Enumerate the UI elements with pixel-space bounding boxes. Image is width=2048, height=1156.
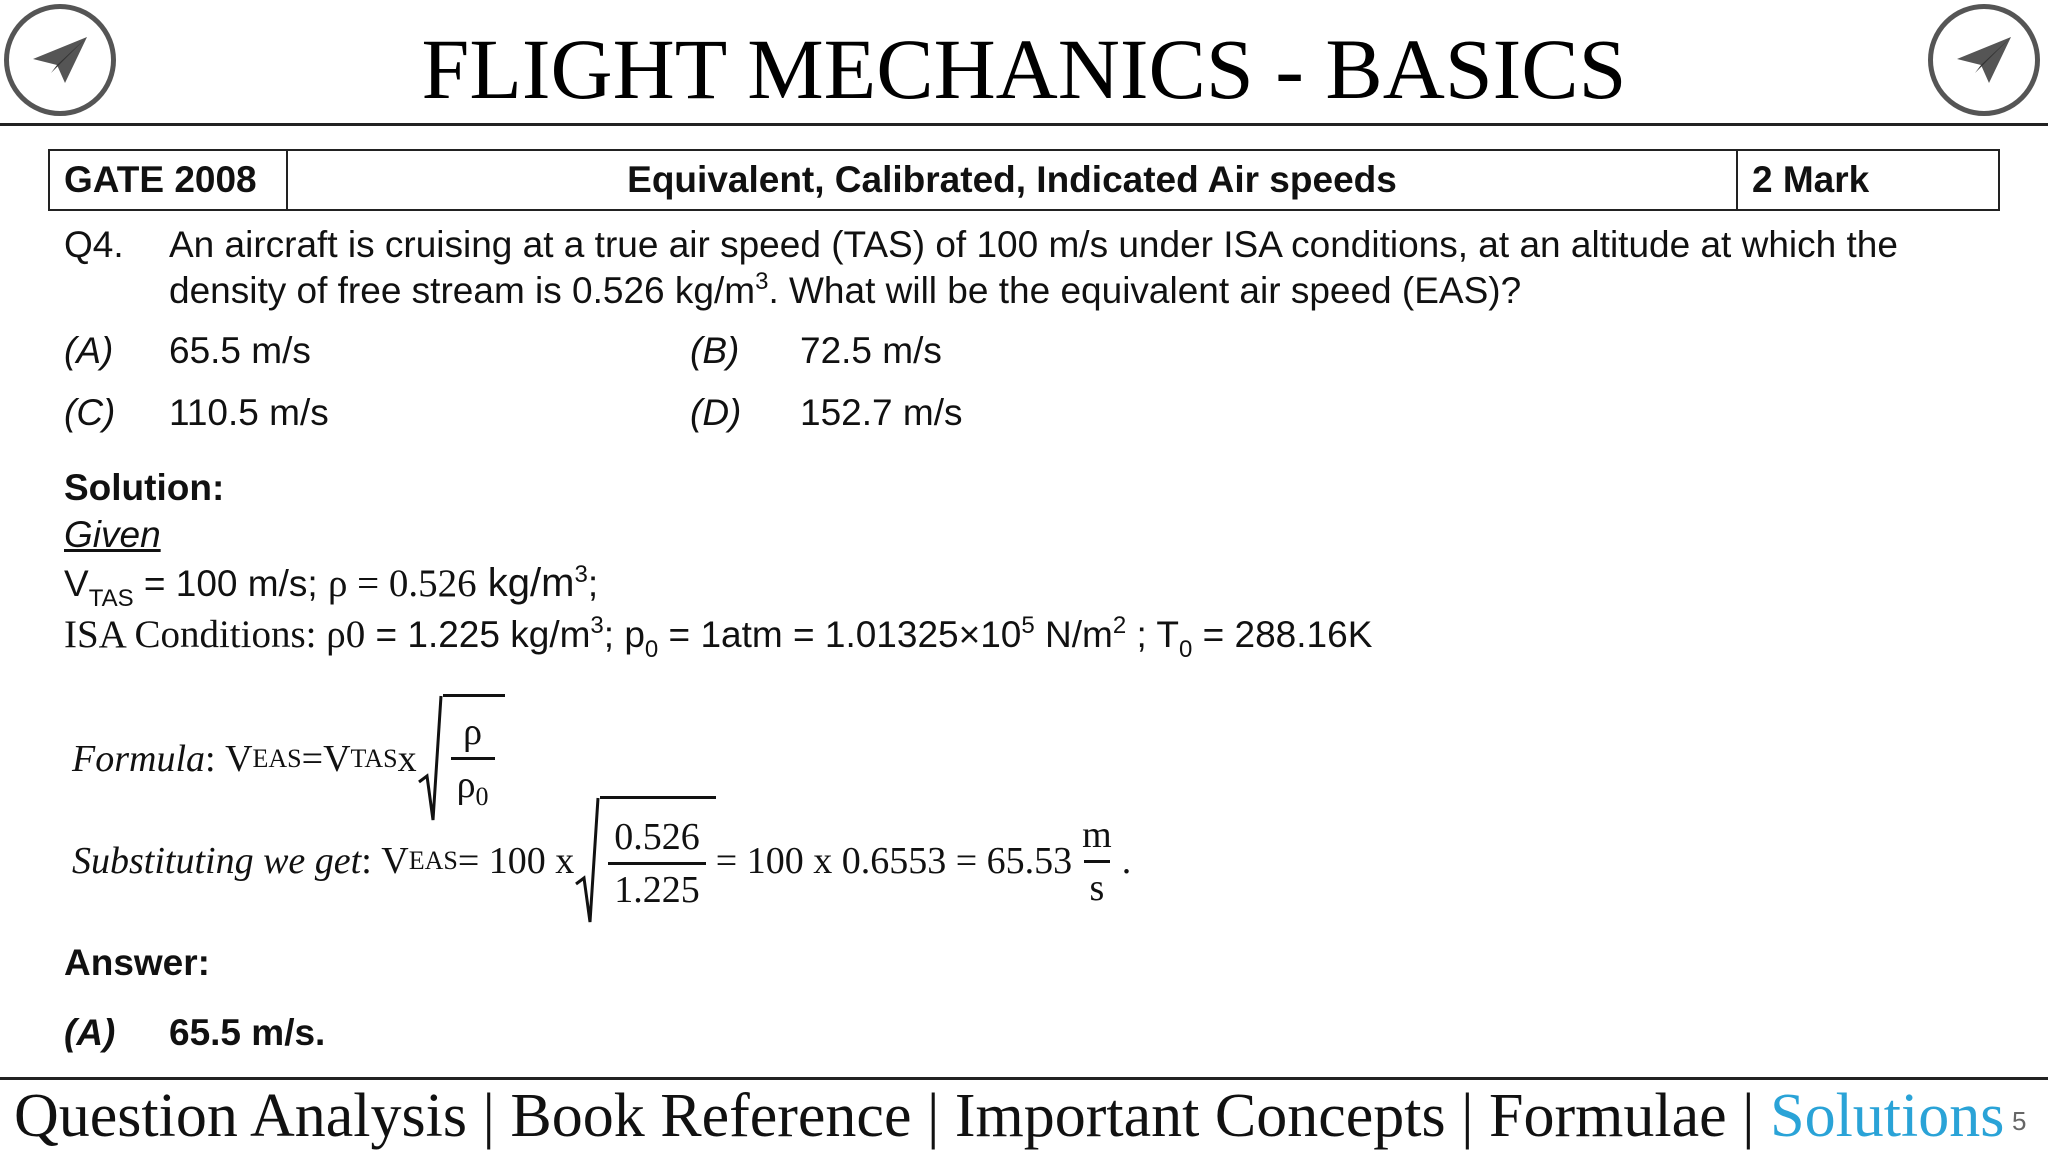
solution-heading: Solution: xyxy=(64,467,225,508)
option-b-label: (B) xyxy=(690,330,740,371)
nav-formulae[interactable]: Formulae xyxy=(1489,1082,1727,1150)
option-b-value: 72.5 m/s xyxy=(800,330,942,371)
logo-right xyxy=(1928,4,2040,116)
nav-important-concepts[interactable]: Important Concepts xyxy=(954,1082,1446,1150)
question-info-table xyxy=(48,149,2000,211)
nav-solutions[interactable]: Solutions xyxy=(1770,1082,2005,1150)
header-divider xyxy=(0,123,2048,126)
option-c-label: (C) xyxy=(64,392,116,433)
question-text-line1: An aircraft is cruising at a true air speed (TAS) of 100 m/s under ISA conditions, at an altitude at which the xyxy=(169,224,1898,265)
substitution-denominator: 1.225 xyxy=(608,862,706,909)
footer-nav: Question Analysis | Book Reference | Important Concepts | Formulae | Solutions xyxy=(14,1082,2005,1150)
unit-numerator: m xyxy=(1082,813,1112,856)
question-text-line2: density of free stream is 0.526 $kg/m^3$. What will be the equivalent air speed (EAS)? xyxy=(169,268,1522,311)
marks: 2 Mark xyxy=(1752,159,1870,200)
substitution-numerator: 0.526 xyxy=(614,816,700,858)
option-d-label: (D) xyxy=(690,392,742,433)
option-c-value: 110.5 m/s xyxy=(169,392,329,433)
isa-conditions-line: ISA Conditions: ρ0 = 1.225 $kg/m^3$; $p_0 = 1atm = 1.01325\times 10^5$ $N/m^2$ ; $T_0 = 288.16K$ xyxy=(64,612,1373,663)
option-a-value: 65.5 m/s xyxy=(169,330,311,371)
question-number: Q4. xyxy=(64,224,124,265)
radical-sign-icon xyxy=(574,796,600,926)
substitution-equation: Substituting we get : V EAS = 100 x $\frac{0.526}{1.225}$ = 100 x 0.6553 = 65.53 $\frac{m}{s}$ . xyxy=(72,796,1131,926)
page-number: 5 xyxy=(2012,1106,2027,1136)
square-root xyxy=(574,796,716,926)
formula-denominator: $\rho_0$ xyxy=(451,757,495,810)
page-title: FLIGHT MECHANICS - BASICS xyxy=(421,21,1627,117)
answer-heading: Answer: xyxy=(64,942,210,983)
exam-year: GATE 2008 xyxy=(50,151,288,209)
formula-equation: Formula : V EAS = V TAS x $\frac{\rho}{\rho_0}$ xyxy=(72,694,505,824)
answer-label: (A) xyxy=(64,1012,116,1053)
option-a-label: (A) xyxy=(64,330,114,371)
unit-denominator: s xyxy=(1084,860,1111,907)
given-heading: Given xyxy=(64,514,161,555)
given-tas-line: $V_{TAS} = 100$ m/s; ρ = 0.526 $kg/m^3$; xyxy=(64,561,599,612)
topic-title: Equivalent, Calibrated, Indicated Air speeds xyxy=(288,151,1738,209)
nav-question-analysis[interactable]: Question Analysis xyxy=(14,1082,467,1150)
option-d-value: 152.7 m/s xyxy=(800,392,963,433)
paper-plane-icon xyxy=(1949,25,2019,95)
formula-numerator: ρ xyxy=(463,711,483,753)
answer-value: 65.5 m/s. xyxy=(169,1012,326,1053)
nav-book-reference[interactable]: Book Reference xyxy=(510,1082,912,1150)
